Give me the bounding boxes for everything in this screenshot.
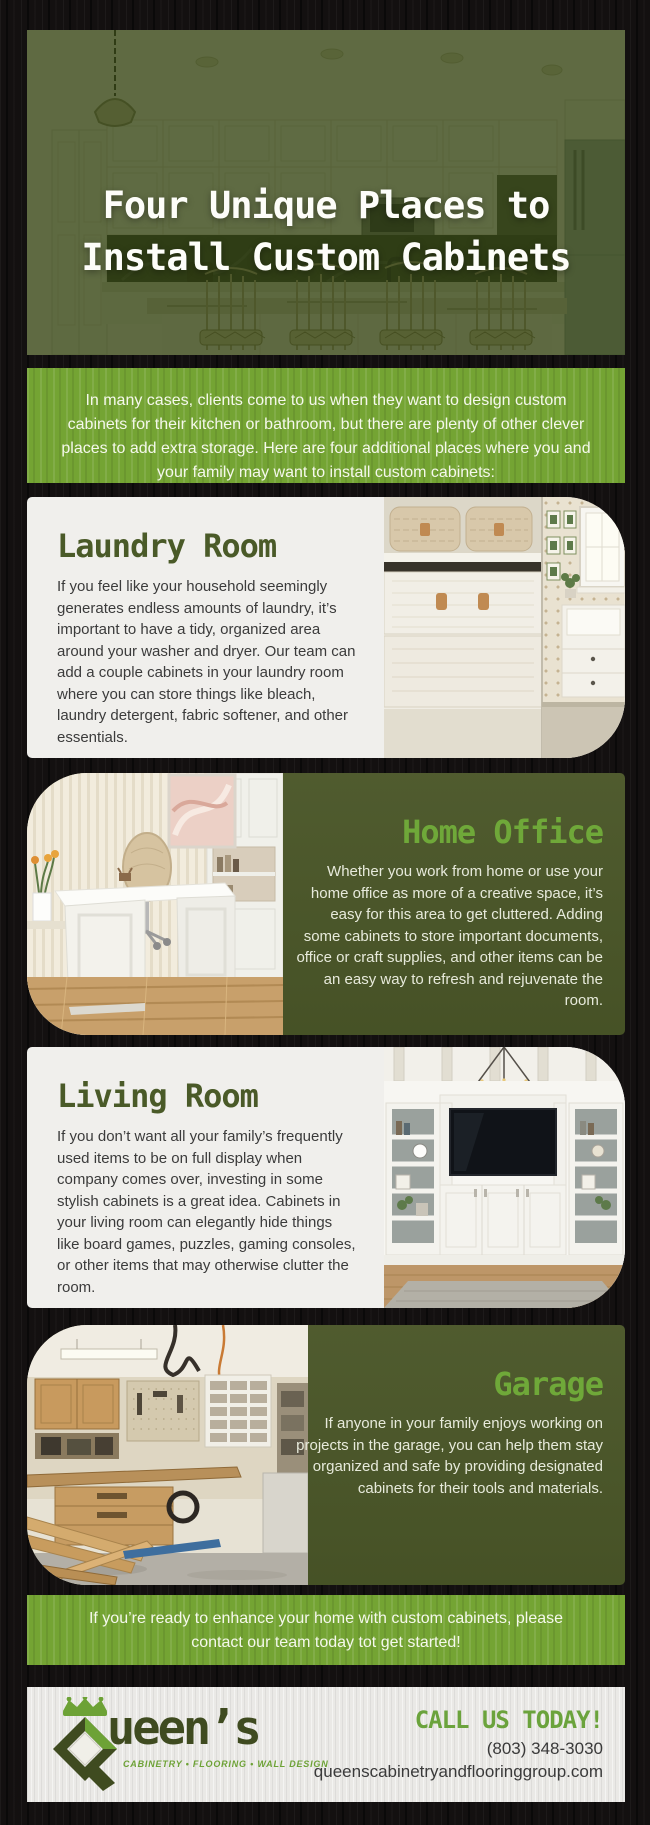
home-office-body: Whether you work from home or use your home office as more of a creative space, it’s easy for this area to get cluttered. Adding some cabinets to store important documents, office or craft supplies, and other items can be an easy way to refresh and rejuvenate the room. <box>296 863 603 1009</box>
page-title-line1: Four Unique Places to <box>102 184 550 227</box>
laundry-room-text <box>57 527 379 748</box>
living-room-photo <box>384 1047 625 1308</box>
logo-wordmark: ueen’s <box>107 1701 259 1756</box>
living-room-text <box>57 1077 379 1298</box>
cta-banner <box>27 1595 625 1665</box>
laundry-room-body: If you feel like your household seemingly generates endless amounts of laundry, it’s important to have a tidy, organized area around your washer and dryer. Our team can add a couple cabinets in your laundry room where you can store things like bleach, laundry detergent, fabric softener, and other essentials. <box>57 578 356 746</box>
section-living-room <box>27 1047 625 1308</box>
garage-body: If anyone in your family enjoys working on projects in the garage, you can help them stay organized and safe by providing designated cabinets for their tools and materials. <box>296 1415 603 1497</box>
website-link[interactable]: queenscabinetryandflooringgroup.com <box>313 1762 603 1781</box>
garage-title: Garage <box>493 1365 603 1403</box>
section-garage <box>27 1325 625 1585</box>
logo-tagline: CABINETRY • FLOORING • WALL DESIGN <box>123 1759 329 1769</box>
section-home-office <box>27 773 625 1035</box>
queens-logo <box>45 1697 345 1792</box>
intro-banner <box>27 368 625 483</box>
phone-number[interactable]: (803) 348-3030 <box>486 1739 603 1758</box>
call-us-heading: CALL US TODAY! <box>414 1706 603 1734</box>
laundry-room-title: Laundry Room <box>57 527 277 565</box>
header-kitchen-photo <box>27 30 625 355</box>
intro-text: In many cases, clients come to us when they want to design custom cabinets for their kitchen or bathroom, but there are plenty of other clever places to add extra storage. Here are four additional places where you and your family may want to install custom cabinets: <box>61 392 591 481</box>
home-office-photo <box>27 773 283 1035</box>
garage-text <box>295 1365 603 1499</box>
living-room-body: If you don’t want all your family’s frequently used items to be on full display when company comes over, investing in some stylish cabinets is a great idea. Cabinets in your living room can elegantly hide things like board games, puzzles, gaming consoles, or other items that may otherwise clutter the room. <box>57 1128 356 1296</box>
page-title <box>27 180 625 284</box>
section-laundry-room <box>27 497 625 758</box>
page-title-line2: Install Custom Cabinets <box>81 236 571 279</box>
garage-photo <box>27 1325 308 1585</box>
cta-text: If you’re ready to enhance your home with custom cabinets, please contact our team today tot get started! <box>88 1610 564 1651</box>
laundry-room-photo <box>384 497 625 758</box>
footer-contact <box>314 1706 603 1782</box>
home-office-text <box>295 813 603 1012</box>
home-office-title: Home Office <box>402 813 603 851</box>
living-room-title: Living Room <box>57 1077 258 1115</box>
footer <box>27 1687 625 1802</box>
